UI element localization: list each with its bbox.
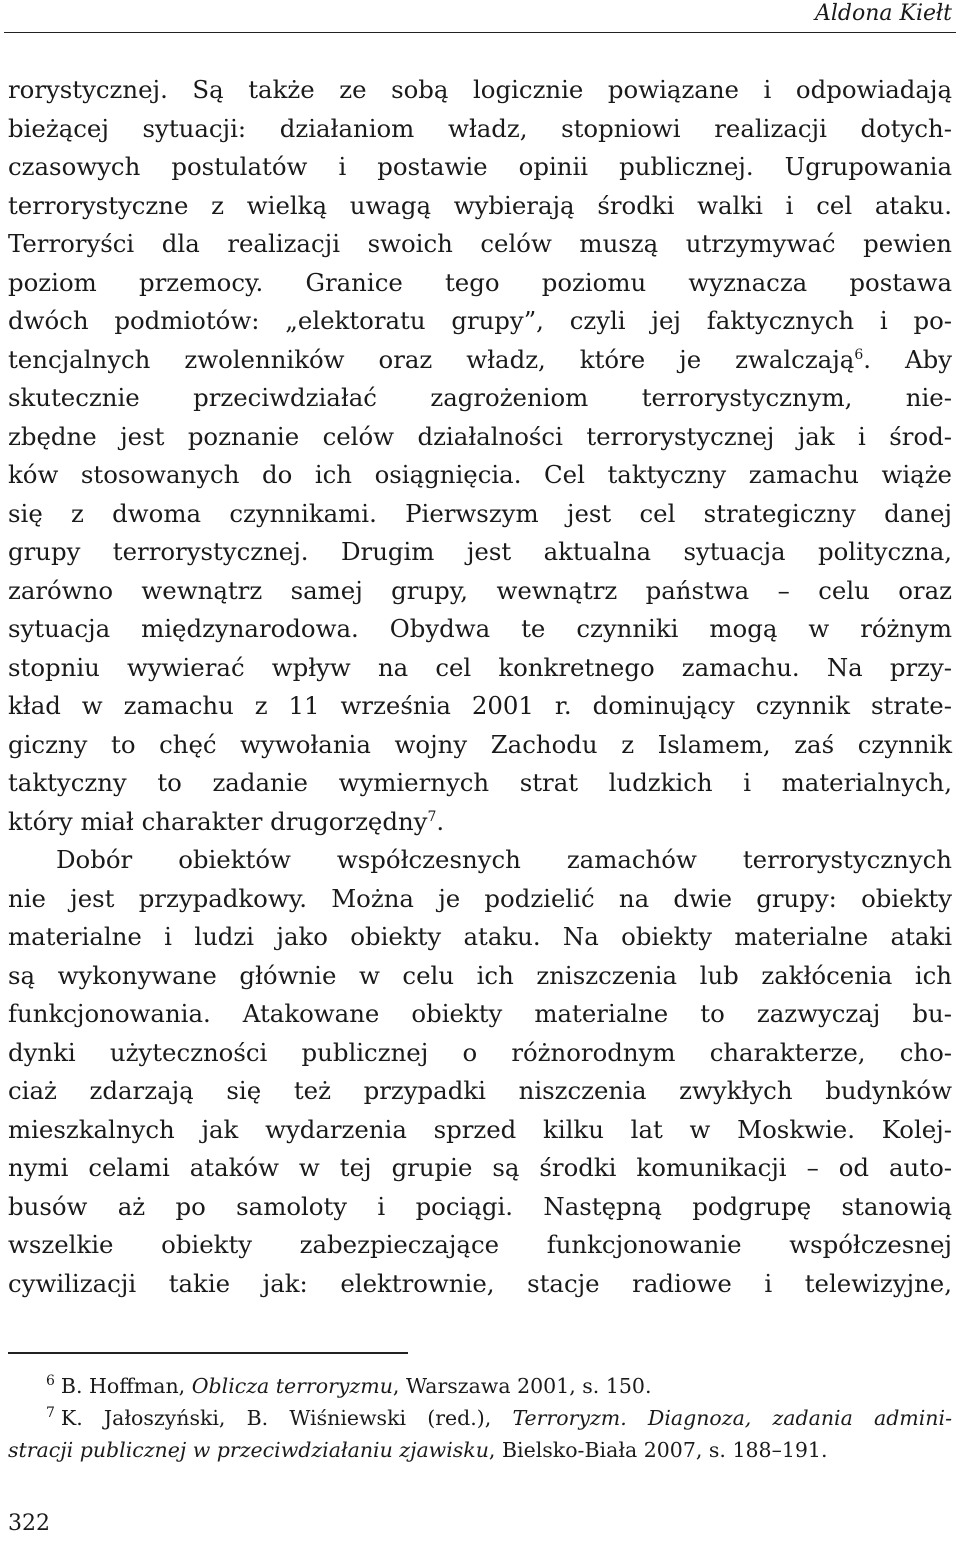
footnote-title: Oblicza terroryzmu	[191, 1374, 393, 1398]
footnote-number: 6	[46, 1373, 55, 1390]
text-line: terrorystyczne z wielką uwagą wybierają środki walki i cel ataku.	[8, 190, 952, 220]
header-rule	[4, 32, 956, 33]
text-line: wszelkie obiekty zabezpieczające funkcjonowanie współczesnej	[8, 1230, 952, 1259]
paragraph-first-line: Dobór obiektów współczesnych zamachów terrorystycznych	[56, 845, 952, 874]
footnote-7	[8, 1402, 952, 1434]
text-line: zarówno wewnątrz samej grupy, wewnątrz państwa – celu oraz	[8, 575, 952, 605]
text-segment: który miał charakter drugorzędny	[8, 806, 428, 836]
text-line: kład w zamachu z 11 września 2001 r. dominujący czynnik strate-	[8, 691, 952, 720]
footnote-6	[8, 1370, 952, 1402]
footnote-number: 7	[46, 1405, 55, 1422]
text-line: dwóch podmiotów: „elektoratu grupy”, czyli jej faktycznych i po-	[8, 306, 952, 335]
text-line: grupy terrorystycznej. Drugim jest aktualna sytuacja polityczna,	[8, 537, 952, 566]
footnote-author: K. Jałoszyński, B. Wiśniewski (red.),	[60, 1406, 513, 1430]
text-line	[8, 341, 952, 380]
footnote-reference: 7	[427, 808, 437, 825]
text-line: się z dwoma czynnikami. Pierwszym jest cel strategiczny danej	[8, 498, 952, 528]
footnote-title: stracji publicznej w przeciwdziałaniu zjawisku	[8, 1438, 489, 1462]
text-line: skutecznie przeciwdziałać zagrożeniom terrorystycznym, nie-	[8, 383, 952, 412]
text-line: stopniu wywierać wpływ na cel konkretnego zamachu. Na przy-	[8, 652, 952, 682]
text-line: poziom przemocy. Granice tego poziomu wyznacza postawa	[8, 267, 952, 297]
text-segment: tencjalnych zwolenników oraz władz, które je zwalczają	[8, 344, 855, 374]
text-line: taktyczny to zadanie wymiernych strat ludzkich i materialnych,	[8, 768, 952, 797]
footnote-title: Terroryzm. Diagnoza, zadania admini-	[512, 1406, 952, 1430]
text-line: sytuacja międzynarodowa. Obydwa te czynniki mogą w różnym	[8, 614, 952, 643]
text-line: nymi celami ataków w tej grupie są środki komunikacji – od auto-	[8, 1153, 952, 1182]
footnote-rule	[8, 1352, 408, 1354]
text-line: busów aż po samoloty i pociągi. Następną podgrupę stanowią	[8, 1191, 952, 1221]
running-head: Aldona Kiełt	[815, 1, 952, 26]
text-line: zbędne jest poznanie celów działalności terrorystycznej jak i środ-	[8, 421, 952, 451]
page-number: 322	[8, 1511, 50, 1536]
main-text	[8, 71, 952, 1303]
text-segment: . Aby	[863, 344, 953, 374]
text-line: materialne i ludzi jako obiekty ataku. Na obiekty materialne ataki	[8, 922, 952, 951]
text-segment: .	[436, 806, 445, 836]
text-line: ków stosowanych do ich osiągnięcia. Cel taktyczny zamachu wiąże	[8, 460, 952, 489]
text-line: Terroryści dla realizacji swoich celów muszą utrzymywać pewien	[8, 229, 952, 258]
text-line: są wykonywane głównie w celu ich zniszczenia lub zakłócenia ich	[8, 960, 952, 990]
text-line	[8, 803, 952, 842]
text-line: funkcjonowania. Atakowane obiekty materialne to zazwyczaj bu-	[8, 999, 952, 1028]
text-line: nie jest przypadkowy. Można je podzielić na dwie grupy: obiekty	[8, 883, 952, 913]
footnote-7-continued	[8, 1434, 952, 1466]
footnotes	[8, 1370, 952, 1466]
text-line: mieszkalnych jak wydarzenia sprzed kilku lat w Moskwie. Kolej-	[8, 1114, 952, 1144]
text-line: ciaż zdarzają się też przypadki niszczenia zwykłych budynków	[8, 1076, 952, 1105]
text-line: bieżącej sytuacji: działaniom władz, stopniowi realizacji dotych-	[8, 113, 952, 143]
text-line: dynki użyteczności publicznej o różnorodnym charakterze, cho-	[8, 1037, 952, 1067]
footnote-details: , Warszawa 2001, s. 150.	[392, 1374, 652, 1398]
footnote-author: B. Hoffman,	[60, 1374, 192, 1398]
text-line: cywilizacji takie jak: elektrownie, stacje radiowe i telewizyjne,	[8, 1268, 952, 1298]
text-line: giczny to chęć wywołania wojny Zachodu z Islamem, zaś czynnik	[8, 729, 952, 759]
text-line: czasowych postulatów i postawie opinii publicznej. Ugrupowania	[8, 152, 952, 181]
text-line: rorystycznej. Są także ze sobą logicznie powiązane i odpowiadają	[8, 75, 952, 104]
footnote-details: , Bielsko-Biała 2007, s. 188–191.	[488, 1438, 828, 1462]
footnote-reference: 6	[854, 346, 864, 363]
